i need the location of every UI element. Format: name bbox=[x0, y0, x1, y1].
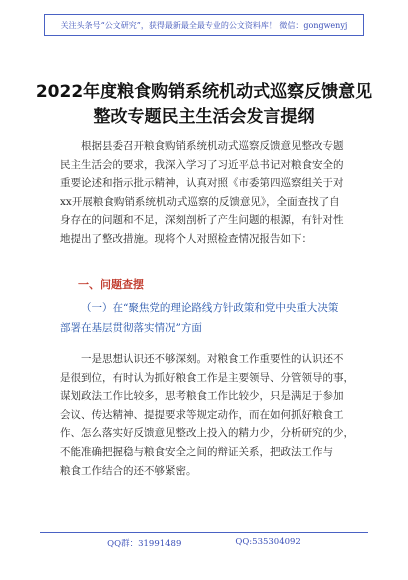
subsection-line: 部署在基层贯彻落实情况”方面 bbox=[60, 322, 202, 334]
body-line: 作、怎么落实好反馈意见整改上投入的精力少，分析研究的少， bbox=[60, 427, 354, 440]
footer-qq-group: QQ群：31991489 bbox=[107, 539, 182, 549]
footer-qq: QQ:535304092 bbox=[235, 537, 301, 547]
body-line: 一是思想认识还不够深刻。对粮食工作重要性的认识还不 bbox=[81, 353, 344, 365]
body-line: 粮食工作结合的还不够紧密。 bbox=[60, 464, 197, 477]
intro-line: xx开展粮食购销系统机动式巡察的反馈意见》，全面查找了自 bbox=[60, 195, 340, 208]
body-paragraph bbox=[60, 350, 360, 480]
header-banner-text: 关注头条号“公文研究”，获得最新最全最专业的公文资料库！ 微信：gongwenyj bbox=[60, 20, 348, 30]
document-title bbox=[0, 80, 408, 130]
body-line: 谋划政法工作比较多，思考粮食工作比较少，只是满足于参加 bbox=[60, 390, 344, 403]
header-banner bbox=[44, 14, 364, 36]
body-line: 是很到位，有时认为抓好粮食工作是主要领导、分管领导的事， bbox=[60, 371, 354, 384]
title-line-2: 整改专题民主生活会发言提纲 bbox=[93, 107, 315, 127]
page-footer bbox=[40, 532, 368, 549]
section-heading: 一、问题查摆 bbox=[78, 278, 144, 291]
intro-line: 身存在的问题和不足，深刻剖析了产生问题的根源，有针对性 bbox=[60, 214, 344, 227]
body-line: 不能准确把握稳与粮食安全之间的辩证关系，把政法工作与 bbox=[60, 445, 333, 458]
subsection-line: （一）在“聚焦党的理论路线方针政策和党中央重大决策 bbox=[81, 302, 339, 314]
intro-line: 地提出了整改措施。现将个人对照检查情况报告如下： bbox=[60, 232, 312, 245]
title-line-1: 2022年度粮食购销系统机动式巡察反馈意见 bbox=[35, 82, 373, 102]
intro-line: 重要论述和指示批示精神，认真对照《市委第四巡察组关于对 bbox=[60, 177, 344, 190]
intro-line: 民主生活会的要求，我深入学习了习近平总书记对粮食安全的 bbox=[60, 158, 344, 171]
intro-paragraph bbox=[60, 137, 360, 249]
intro-line: 根据县委召开粮食购销系统机动式巡察反馈意见整改专题 bbox=[81, 140, 344, 152]
body-line: 会议、传达精神、提提要求等规定动作，而在如何抓好粮食工 bbox=[60, 408, 344, 421]
subsection-heading bbox=[60, 298, 360, 338]
